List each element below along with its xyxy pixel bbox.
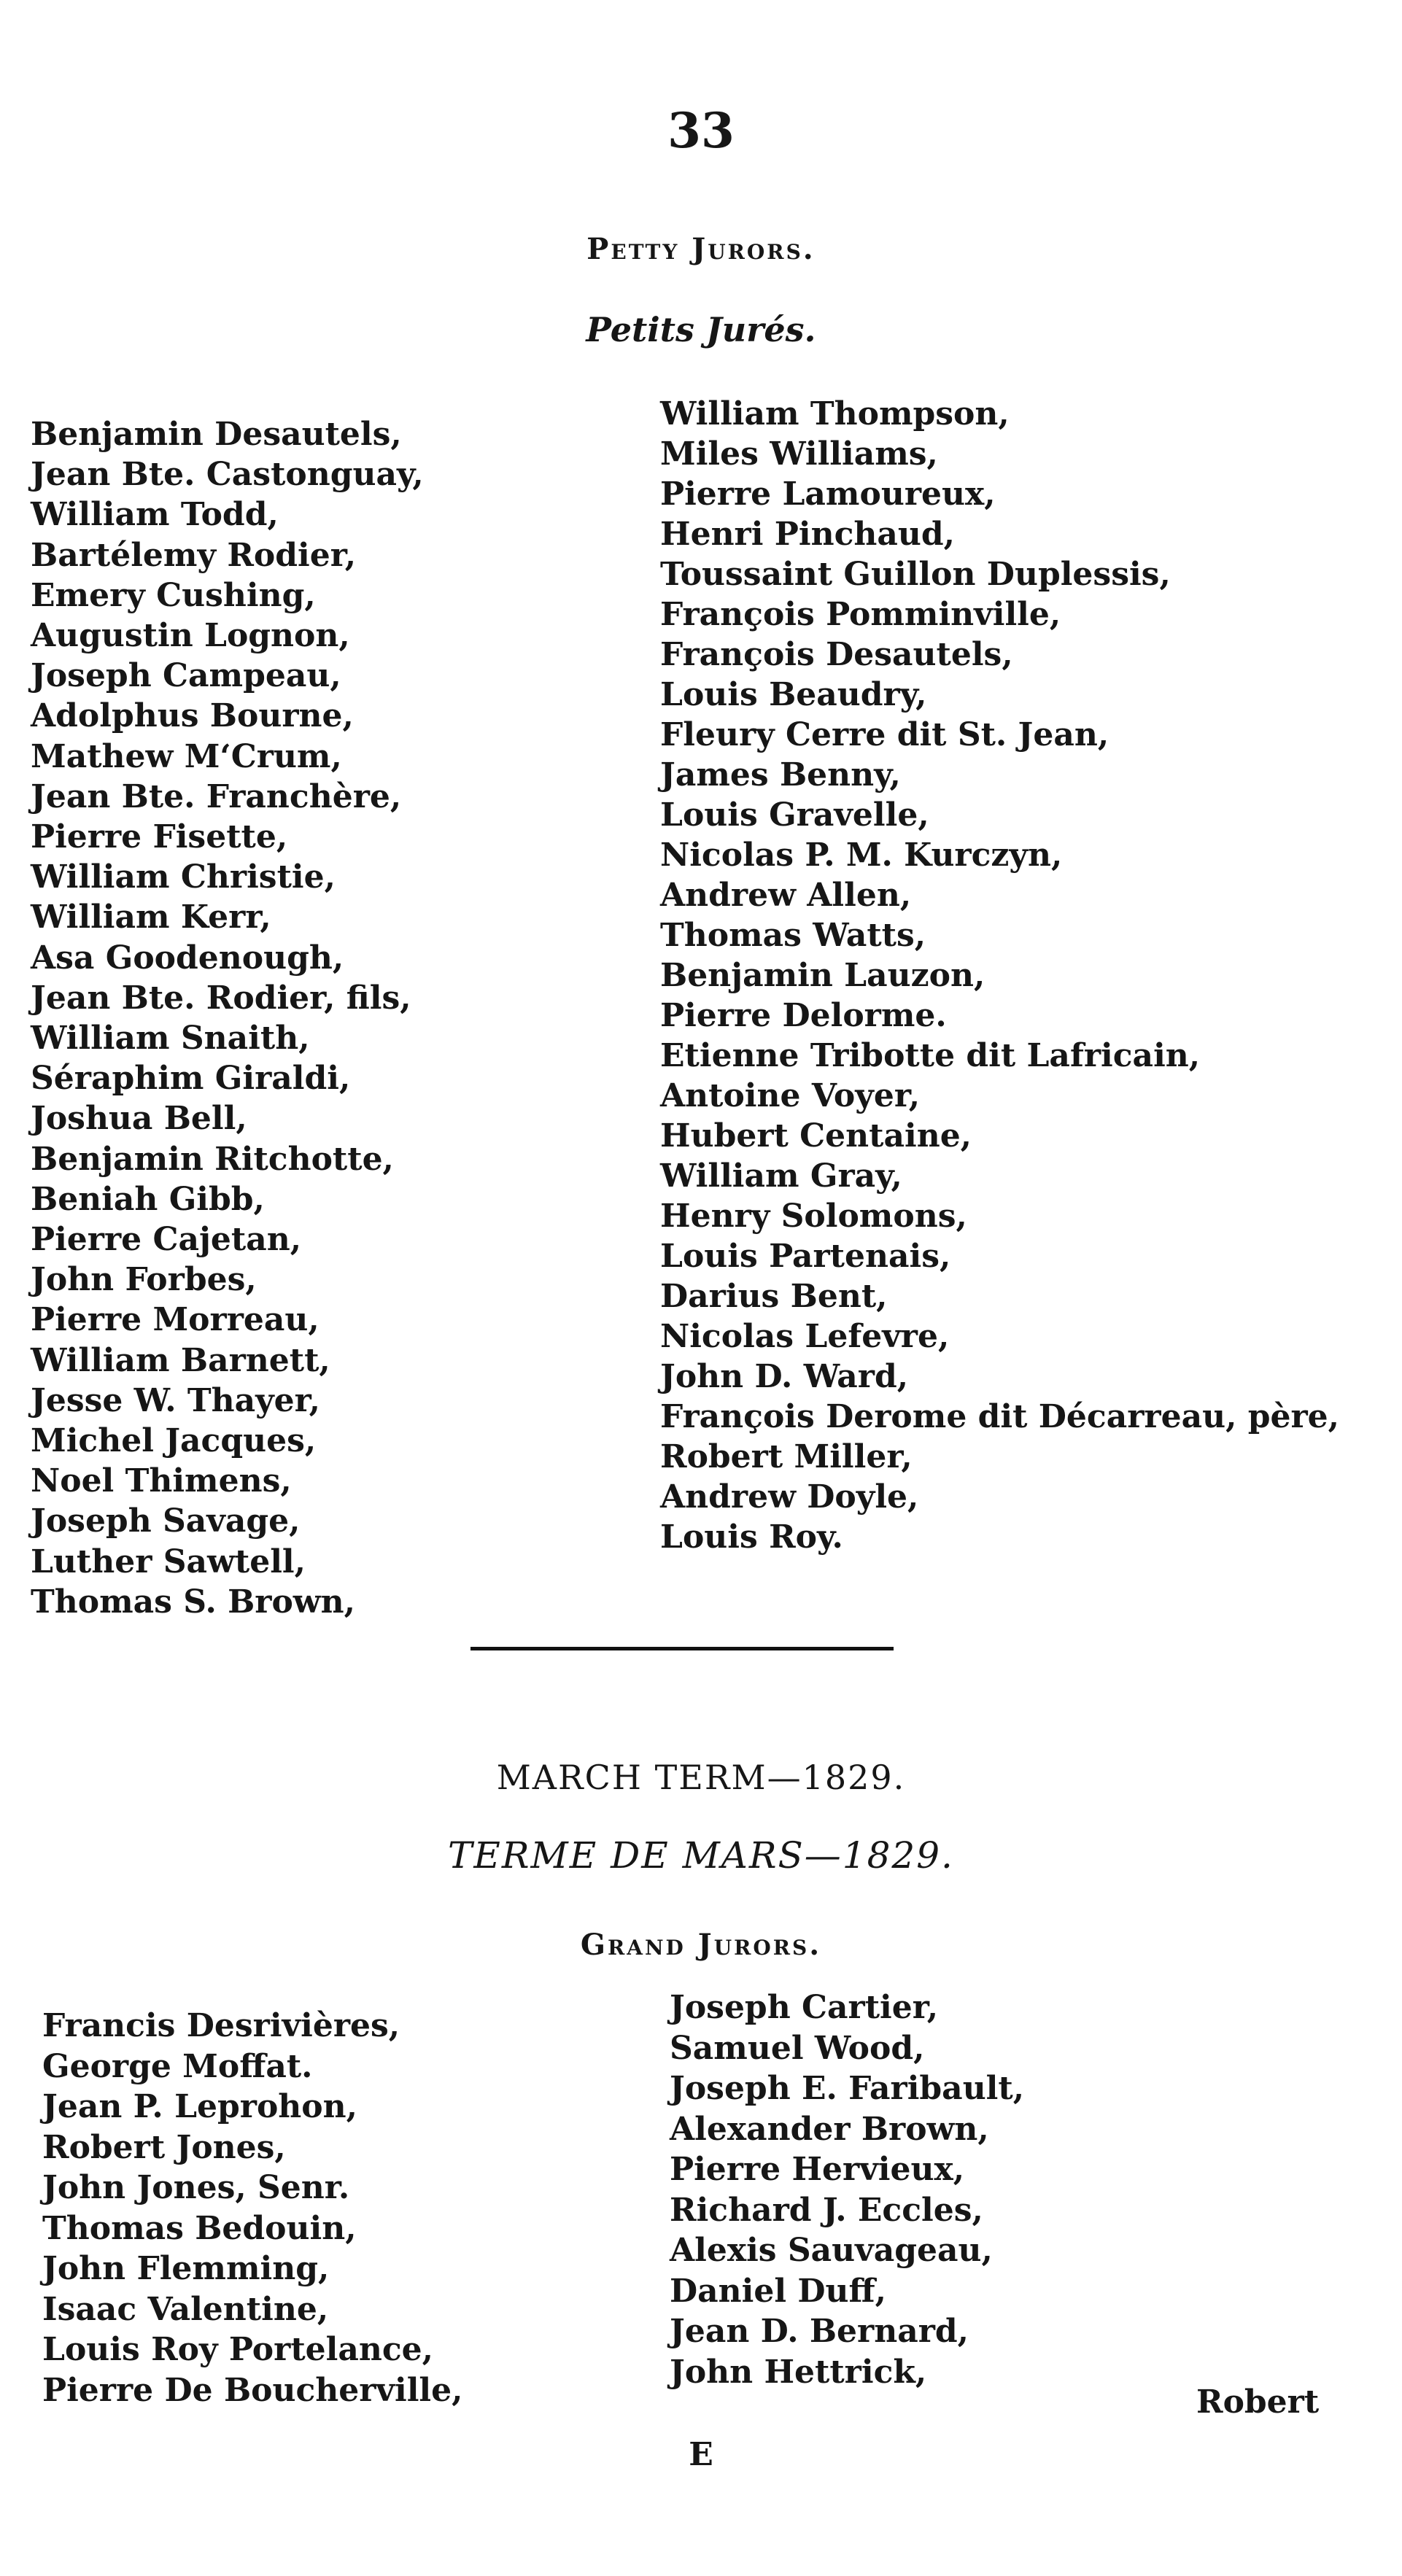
- juror-name: Pierre Morreau,: [31, 1301, 319, 1339]
- juror-name: Andrew Doyle,: [660, 1478, 919, 1516]
- juror-name: Adolphus Bourne,: [31, 697, 354, 735]
- juror-name: Pierre Delorme.: [660, 997, 947, 1034]
- grand-juror-name: Alexis Sauvageau,: [670, 2232, 993, 2269]
- juror-name: Louis Beaudry,: [660, 676, 927, 713]
- juror-name: Etienne Tribotte dit Lafricain,: [660, 1037, 1201, 1074]
- page-number: 33: [667, 102, 735, 159]
- juror-name: Noel Thimens,: [31, 1462, 292, 1500]
- grand-juror-name: Thomas Bedouin,: [42, 2209, 357, 2247]
- juror-name: François Pomminville,: [660, 596, 1061, 633]
- juror-name: William Barnett,: [31, 1341, 330, 1379]
- grand-juror-name: Robert Jones,: [42, 2128, 286, 2166]
- juror-name: Pierre Fisette,: [31, 818, 288, 856]
- juror-name: Miles Williams,: [660, 435, 938, 473]
- grand-juror-name: Richard J. Eccles,: [670, 2191, 983, 2229]
- juror-name: Henri Pinchaud,: [660, 516, 955, 553]
- juror-name: Augustin Lognon,: [31, 617, 350, 655]
- petty-jurors-right-column: [660, 394, 1339, 1557]
- juror-name: François Derome dit Décarreau, père,: [660, 1398, 1339, 1435]
- juror-name: Joseph Savage,: [31, 1502, 301, 1540]
- juror-name: Darius Bent,: [660, 1278, 888, 1315]
- juror-name: Jean Bte. Franchère,: [31, 777, 402, 815]
- juror-name: Bartélemy Rodier,: [31, 536, 357, 574]
- juror-name: William Christie,: [31, 858, 336, 896]
- juror-name: Nicolas P. M. Kurczyn,: [660, 837, 1063, 874]
- grand-juror-name: George Moffat.: [42, 2047, 313, 2085]
- juror-name: Toussaint Guillon Duplessis,: [660, 556, 1171, 593]
- juror-name: Antoine Voyer,: [660, 1077, 921, 1114]
- juror-name: Thomas S. Brown,: [31, 1583, 355, 1621]
- juror-name: Louis Roy.: [660, 1518, 843, 1556]
- juror-name: Hubert Centaine,: [660, 1117, 972, 1155]
- juror-name: Fleury Cerre dit St. Jean,: [660, 716, 1109, 753]
- juror-name: Thomas Watts,: [660, 917, 926, 954]
- juror-name: Séraphim Giraldi,: [31, 1060, 351, 1098]
- grand-juror-name: Alexander Brown,: [670, 2110, 989, 2148]
- grand-juror-name: Joseph E. Faribault,: [670, 2070, 1025, 2107]
- juror-name: John Forbes,: [31, 1261, 257, 1299]
- petty-jurors-heading-french: Petits Jurés.: [586, 310, 816, 349]
- juror-name: Emery Cushing,: [31, 576, 316, 614]
- juror-name: Andrew Allen,: [660, 877, 912, 914]
- march-term-title-french: TERME DE MARS—1829.: [448, 1834, 954, 1877]
- juror-name: Beniah Gibb,: [31, 1180, 265, 1218]
- juror-name: Benjamin Desautels,: [31, 416, 402, 453]
- juror-name: John D. Ward,: [660, 1358, 909, 1395]
- juror-name: Benjamin Ritchotte,: [31, 1140, 394, 1178]
- section-divider: [470, 1647, 894, 1650]
- juror-name: Pierre Cajetan,: [31, 1221, 302, 1259]
- grand-juror-name: Pierre Hervieux,: [670, 2151, 965, 2188]
- juror-name: Jesse W. Thayer,: [31, 1381, 320, 1419]
- juror-name: Michel Jacques,: [31, 1422, 317, 1460]
- grand-juror-name: Pierre De Boucherville,: [42, 2371, 463, 2409]
- juror-name: William Snaith,: [31, 1020, 310, 1058]
- juror-name: Joseph Campeau,: [31, 657, 341, 695]
- juror-name: François Desautels,: [660, 636, 1013, 673]
- juror-name: Henry Solomons,: [660, 1198, 967, 1235]
- grand-juror-name: Jean D. Bernard,: [670, 2313, 969, 2350]
- march-term-title: MARCH TERM—1829.: [496, 1758, 906, 1797]
- grand-jurors-heading: Grand Jurors.: [580, 1928, 822, 1962]
- grand-juror-name: Francis Desrivières,: [42, 2007, 400, 2044]
- juror-name: William Kerr,: [31, 899, 271, 936]
- grand-juror-name: Samuel Wood,: [670, 2029, 925, 2067]
- grand-juror-name: Isaac Valentine,: [42, 2290, 329, 2328]
- juror-name: Mathew M‘Crum,: [31, 737, 342, 775]
- grand-juror-name: Jean P. Leprohon,: [42, 2088, 357, 2125]
- juror-name: William Todd,: [31, 496, 279, 534]
- juror-name: Pierre Lamoureux,: [660, 476, 996, 513]
- juror-name: Jean Bte. Castonguay,: [31, 456, 424, 494]
- juror-name: Louis Gravelle,: [660, 796, 929, 834]
- grand-jurors-left-column: [42, 2006, 462, 2410]
- juror-name: Benjamin Lauzon,: [660, 957, 985, 994]
- grand-juror-name: Daniel Duff,: [670, 2272, 886, 2310]
- signature-mark: E: [689, 2436, 713, 2473]
- juror-name: Robert Miller,: [660, 1438, 913, 1475]
- petty-jurors-heading: Petty Jurors.: [586, 232, 816, 266]
- juror-name: Asa Goodenough,: [31, 939, 344, 977]
- juror-name: Louis Partenais,: [660, 1238, 951, 1275]
- juror-name: Luther Sawtell,: [31, 1543, 306, 1580]
- grand-juror-name: John Hettrick,: [670, 2353, 927, 2391]
- juror-name: Jean Bte. Rodier, fils,: [31, 979, 411, 1017]
- juror-name: William Thompson,: [660, 395, 1010, 432]
- juror-name: James Benny,: [660, 756, 901, 794]
- catchword: Robert: [1196, 2383, 1320, 2421]
- grand-juror-name: John Flemming,: [42, 2250, 330, 2287]
- grand-juror-name: John Jones, Senr.: [42, 2169, 350, 2206]
- juror-name: Nicolas Lefevre,: [660, 1318, 950, 1355]
- grand-juror-name: Joseph Cartier,: [670, 1989, 939, 2026]
- juror-name: William Gray,: [660, 1157, 902, 1195]
- grand-juror-name: Louis Roy Portelance,: [42, 2331, 433, 2368]
- juror-name: Joshua Bell,: [31, 1100, 247, 1138]
- grand-jurors-right-column: [670, 1987, 1024, 2392]
- petty-jurors-left-column: [31, 414, 424, 1622]
